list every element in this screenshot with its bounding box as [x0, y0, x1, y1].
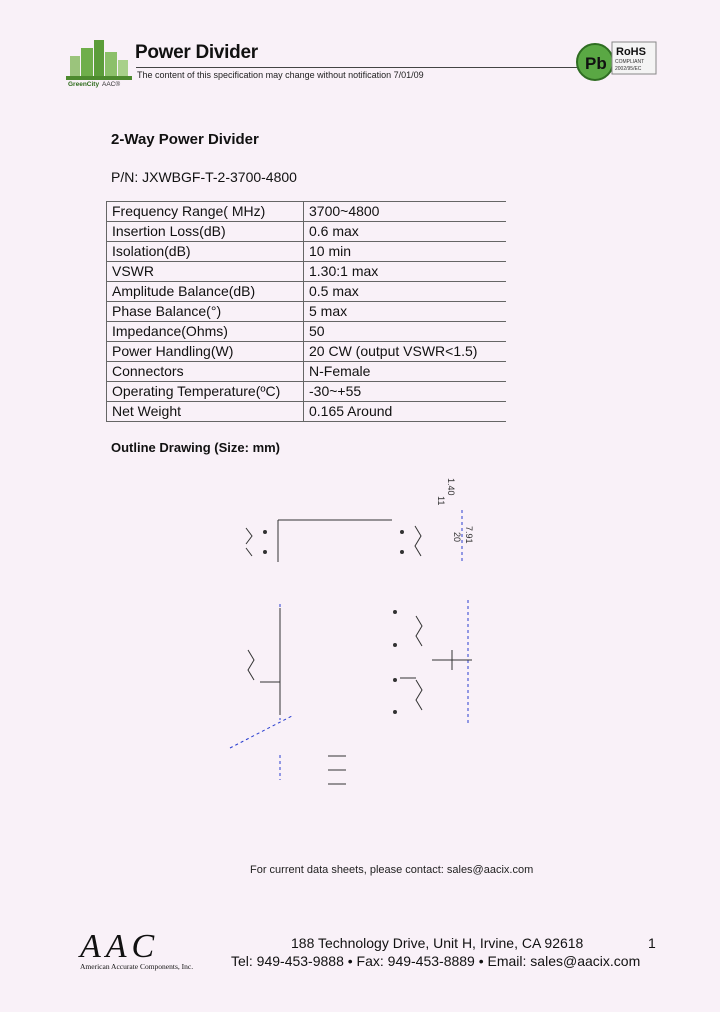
spec-value: 5 max: [304, 302, 507, 322]
company-phone: Tel: 949-453-9888 • Fax: 949-453-8889 • Email: sales@aacix.com: [231, 953, 641, 969]
spec-param: Net Weight: [107, 402, 304, 422]
logo-building: [94, 40, 104, 80]
spec-row: [107, 242, 507, 262]
output2-connector-sketch: [416, 680, 422, 710]
footer-contact: For current data sheets, please contact: sales@aacix.com: [250, 864, 534, 876]
spec-value: 0.165 Around: [304, 402, 507, 422]
spec-param: Insertion Loss(dB): [107, 222, 304, 242]
spec-row: [107, 302, 507, 322]
product-subtitle: 2-Way Power Divider: [111, 131, 259, 148]
spec-param: Connectors: [107, 362, 304, 382]
spec-table: [106, 201, 506, 422]
logo-text: GreenCity: [68, 81, 100, 88]
spec-param: VSWR: [107, 262, 304, 282]
header-notice: The content of this specification may change without notification 7/01/09: [137, 70, 424, 80]
spec-row: [107, 262, 507, 282]
center-mark: [432, 650, 472, 670]
dim-side-1: 20: [452, 532, 462, 543]
header-divider: [136, 67, 588, 68]
spec-value: 10 min: [304, 242, 507, 262]
input-connector-sketch: [248, 650, 254, 680]
part-number: P/N: JXWBGF-T-2-3700-4800: [111, 169, 297, 185]
top-view: [246, 520, 421, 562]
right-connector-sketch: [415, 526, 421, 556]
spec-param: Phase Balance(°): [107, 302, 304, 322]
outline-drawing: [220, 470, 490, 800]
spec-param: Power Handling(W): [107, 342, 304, 362]
spec-row: [107, 282, 507, 302]
spec-param: Amplitude Balance(dB): [107, 282, 304, 302]
page-number: 1: [648, 935, 656, 951]
spec-row: [107, 362, 507, 382]
spec-value: 1.30:1 max: [304, 262, 507, 282]
aac-logo: AAC: [80, 928, 160, 965]
dim-top-2: 1.40: [446, 478, 456, 496]
dim-top-1: 11: [436, 496, 446, 506]
front-view: [248, 608, 472, 784]
logo-ground: [66, 76, 132, 80]
greencity-logo: [66, 36, 136, 90]
spec-row: [107, 342, 507, 362]
spec-value: 0.5 max: [304, 282, 507, 302]
logo-building: [81, 48, 93, 80]
spec-value: 0.6 max: [304, 222, 507, 242]
spec-param: Frequency Range( MHz): [107, 202, 304, 222]
spec-value: 3700~4800: [304, 202, 507, 222]
spec-value: N-Female: [304, 362, 507, 382]
spec-row: [107, 202, 507, 222]
logo-subtext: AAC®: [102, 81, 121, 88]
company-name: American Accurate Components, Inc.: [80, 962, 194, 971]
spec-row: [107, 322, 507, 342]
spec-value: 20 CW (output VSWR<1.5): [304, 342, 507, 362]
rohs-compliant: COMPLIANT: [615, 59, 645, 65]
outline-heading: Outline Drawing (Size: mm): [111, 440, 281, 455]
spec-param: Impedance(Ohms): [107, 322, 304, 342]
spec-row: [107, 402, 507, 422]
spec-param: Operating Temperature(ºC): [107, 382, 304, 402]
logo-building: [105, 52, 117, 80]
page-title: Power Divider: [135, 42, 258, 63]
spec-row: [107, 222, 507, 242]
pb-label: Pb: [585, 54, 607, 73]
output1-connector-sketch: [416, 616, 422, 646]
company-address: 188 Technology Drive, Unit H, Irvine, CA 92618: [291, 935, 584, 951]
dimension-ticks: [328, 756, 346, 784]
spec-param: Isolation(dB): [107, 242, 304, 262]
rohs-label: RoHS: [616, 46, 646, 58]
spec-value: 50: [304, 322, 507, 342]
left-connector-sketch: [246, 528, 252, 556]
rohs-directive: 2002/95/EC: [615, 66, 642, 72]
rohs-badge: [574, 40, 658, 86]
spec-row: [107, 382, 507, 402]
dim-side-2: 7.91: [464, 526, 474, 544]
spec-value: -30~+55: [304, 382, 507, 402]
